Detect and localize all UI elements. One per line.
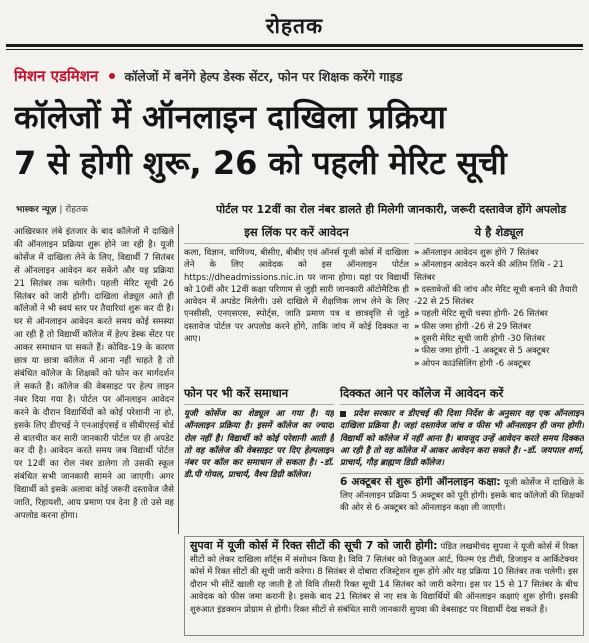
double-arrow-icon: » xyxy=(414,321,420,332)
schedule-item-text: ऑनलाइन आवेदन शुरू होंगे 7 सितंबर xyxy=(421,248,539,258)
headline-line-1: कॉलेजों में ऑनलाइन दाखिला प्रक्रिया xyxy=(14,98,446,136)
subhead: पोर्टल पर 12वीं का रोल नंबर डालते ही मिलेगी जानकारी, जरूरी दस्तावेज होंगे अपलोड xyxy=(216,203,567,216)
supva-box-title: सुपवा में यूजी कोर्स में रिक्त सीटों की सूची 7 को जारी होगी: xyxy=(190,539,438,552)
trouble-box-title: दिक्कत आने पर कॉलेज में आवेदन करें xyxy=(340,386,584,405)
byline xyxy=(16,202,88,215)
list-item xyxy=(414,259,584,284)
schedule-item-text: पहली मेरिट सूची चस्पा होगी- 26 सितंबर xyxy=(421,309,548,320)
phone-box-title: फोन पर भी करें समाधान xyxy=(184,386,334,405)
double-arrow-icon: » xyxy=(414,346,420,357)
headline-line-2: 7 से होगी शुरू, 26 को पहली मेरिट सूची xyxy=(14,144,507,182)
supva-box-text xyxy=(190,540,578,617)
phone-box-signer: -डॉ. डी.पी गोयल, xyxy=(184,458,334,481)
list-item xyxy=(414,308,584,320)
byline-place: रोहतक xyxy=(65,205,89,215)
kicker-text: कॉलेजों में बनेंगे हेल्प डेस्क सेंटर, फोन पर शिक्षक करेंगे गाइड xyxy=(124,69,403,84)
trouble-box-quote: प्रदेश सरकार व डीएचई की दिशा निर्देश के अनुसार वह एक ऑनलाइन दाखिला प्रक्रिया है। जहां दस्तावेज जांच व फीस भी ऑनलाइन ही जमा होगी। विद्यार्थी को कॉलेज में नहीं आना है। बावजूद उन्हें आवेदन करते समय दिक्कत आ रही है तो वह कॉलेज में आकर आवेदन करा सकते है। xyxy=(340,409,584,456)
list-item xyxy=(414,345,584,357)
list-item xyxy=(414,247,584,259)
double-arrow-icon: » xyxy=(414,260,420,271)
schedule-item-text: दस्तावेजों की जांच और मेरिट सूची बनाने की तैयारी -22 से 25 सितंबर xyxy=(414,284,578,308)
schedule-box xyxy=(414,225,584,380)
byline-source: भास्कर न्यूज़ xyxy=(16,205,57,215)
schedule-item-text: फीस जमा होगी -1 अक्टूबर से 5 अक्टूबर xyxy=(421,346,550,357)
divider xyxy=(340,473,584,474)
phone-box-text xyxy=(184,408,334,482)
list-item xyxy=(414,358,584,370)
schedule-item-text: फीस जमा होगी -26 से 29 सितंबर xyxy=(421,321,532,332)
supva-box-body: पंडित लखमीचंद सुपवा ने यूजी कोर्स में रिक्त सीटों को लेकर दाखिला शॉर्ट्स में संशोधन किया है। विवि 7 सितंबर को विजुअल आर्ट, फिल्म एंड टीवी, डिजाइन व आर्किटेक्चर कोर्स में रिक्त सीटों की सूची जारी करेगा। 8 सितंबर से दोबारा रजिस्ट्रेशन शुरू होंगे और यह प्रक्रिया 10 सितंबर तक चलेगी। इस दौरान भी सीटें खाली रह जाती है तो विवि तीसरी रिक्त सूची 14 सितंबर को जारी करेगा। इस पर 15 से 17 सितंबर के बीच आवेदक को फीस जमा करानी है। इसके बाद 21 सितंबर से नए सत्र के विद्यार्थियों की ऑनलाइन कक्षाएं शुरू होंगी। इसकी शुरुआत इंडक्शन प्रोग्राम से होगी। रिक्त सीटों से संबंधित सारी जानकारी सुपवा की वेबसाइट पर विद्यार्थी देख सकते हैं। xyxy=(190,542,579,615)
trouble-box-text xyxy=(340,408,584,469)
double-arrow-icon: » xyxy=(414,358,420,369)
headline xyxy=(14,94,579,186)
double-arrow-icon: » xyxy=(414,248,420,258)
double-arrow-icon: » xyxy=(414,284,420,295)
link-box-text: कला, विज्ञान, वाणिज्य, बीसीए, बीबीए एवं ऑनर्स यूजी कोर्स में दाखिला लेने के लिए आवेदक को इस ऑनलाइन पोर्टल https://dheadmissions.nic.in पर जाना होगा। यहां पर विद्यार्थी को 10वीं और 12वीं कक्षा परिणाम से जुड़ी सारी जानकारी ऑटोमैटिक ही आवेदन में अपडेट मिलेगी। उसे दाखिले में शैक्षणिक लाभ लेने के लिए एनसीसी, एनएसएस, स्पोर्ट्स, जाति प्रमाण पत्र व छात्रवृत्ति से जुड़े दस्तावेज पोर्टल पर अपलोड करने होंगे, ताकि जांच में कोई दिक्कत ना आए। xyxy=(184,248,409,345)
bullet-dot-icon xyxy=(109,73,115,79)
byline-sep: | xyxy=(59,205,66,215)
phone-box-designation: प्राचार्य, वैश्य डिग्री कॉलेज। xyxy=(227,470,311,481)
supva-box xyxy=(184,536,584,636)
masthead-rule xyxy=(6,44,583,47)
link-box xyxy=(184,225,409,380)
schedule-item-text: ओपन काउंसिलिंग होगी -6 अक्टूबर xyxy=(421,358,531,369)
schedule-item-text: ऑनलाइन आवेदन करने की अंतिम तिथि - 21 सितंबर xyxy=(414,260,564,283)
schedule-item-text: दूसरी मेरिट सूची जारी होगी -30 सितंबर xyxy=(421,334,545,345)
double-arrow-icon: » xyxy=(414,334,420,345)
masthead-rule-thin xyxy=(6,49,583,50)
link-box-title: इस लिंक पर करें आवेदन xyxy=(184,225,409,244)
kicker xyxy=(14,66,579,86)
list-item xyxy=(414,321,584,333)
double-arrow-icon: » xyxy=(414,309,420,320)
schedule-list xyxy=(414,247,584,370)
trouble-box xyxy=(340,386,584,530)
column-divider xyxy=(178,224,179,534)
left-column-text: आखिरकार लंबे इंतजार के बाद कॉलेजों में दाखिले की ऑनलाइन प्रक्रिया शुरू होने जा रही है। यूजी कोर्सेज में दाखिला लेने के लिए, विद्यार्थी 7 सितंबर से ऑनलाइन आवेदन कर सकेंगे और यह प्रक्रिया 21 सितंबर तक चलेगी। पहली मेरिट सूची 26 सितंबर को जारी होगी। दाखिला शेड्यूल आते ही कॉलेजों ने भी स्वयं स्तर पर तैयारियां शुरू कर दी है। घर से ऑनलाइन आवेदन करते समय कोई समस्या आ रही है तो विद्यार्थी कॉलेज में हेल्प डेस्क सेंटर पर आकर समाधान पा सकते हैं। कोविड-19 के कारण छात्र या छात्रा कॉलेज में आना नहीं चाहते है तो संबंधित कॉलेज के शिक्षकों को फोन कर मार्गदर्शन ले सकते हैं। कॉलेज की वेबसाइट पर हेल्प लाइन नंबर दिया गया है। पोर्टल पर ऑनलाइन आवेदन करने के दौरान विद्यार्थियों को कोई परेशानी ना हो, इसके लिए डीएचई ने एनआईएसई व सीबीएसई बोर्ड से बातचीत कर सारी जानकारी पोर्टल पर ही अपडेट कर दी है। आवेदन करते समय जब विद्यार्थी पोर्टल पर 12वीं का रोल नंबर डालेगा तो उसकी स्कूल संबंधित सभी जानकारी सामने आ जाएगी। अगर विद्यार्थी को इसके अलावा कोई जरूरी दस्तावेज जैसे जाति, रिहायशी, आय प्रमाण पत्र देना है तो उसे वह अपलोड करना होगा। xyxy=(14,227,174,521)
kicker-label: मिशन एडमिशन xyxy=(14,67,99,85)
list-item xyxy=(414,333,584,345)
online-class-title: 6 अक्टूबर से शुरू होगी ऑनलाइन कक्षा: xyxy=(340,476,501,489)
masthead xyxy=(0,12,589,38)
list-item xyxy=(414,284,584,309)
phone-box-quote: यूजी कोर्सेज का शेड्यूल आ गया है। यह ऑनलाइन प्रक्रिया है। इसमें कॉलेज का ज्यादा रोल नहीं है। विद्यार्थी को कोई परेशानी आती है तो वह कॉलेज की वेबसाइट पर दिए हेल्पलाइन नंबर पर कॉल कर समाधान ले सकता है। xyxy=(184,409,334,469)
schedule-title: ये है शेड्यूल xyxy=(414,225,584,244)
trouble-box-signer: -डॉ. जयपाल शर्मा, xyxy=(523,445,584,456)
trouble-box-designation: प्राचार्य, गौड़ ब्राह्मण डिग्री कॉलेज। xyxy=(340,458,444,469)
phone-box xyxy=(184,386,334,530)
masthead-city: रोहतक xyxy=(265,13,324,38)
trouble-box-sub xyxy=(340,476,584,514)
online-class-text: यूजी कोर्सेज में दाखिले के लिए ऑनलाइन प्रक्रिया 5 अक्टूबर को पूरी होगी। इसके बाद कॉलेजों की शिक्षकों की ओर से 6 अक्टूबर को ऑनलाइन कक्षा ली जाएगी। xyxy=(340,478,584,514)
square-bullet-icon xyxy=(340,411,346,417)
